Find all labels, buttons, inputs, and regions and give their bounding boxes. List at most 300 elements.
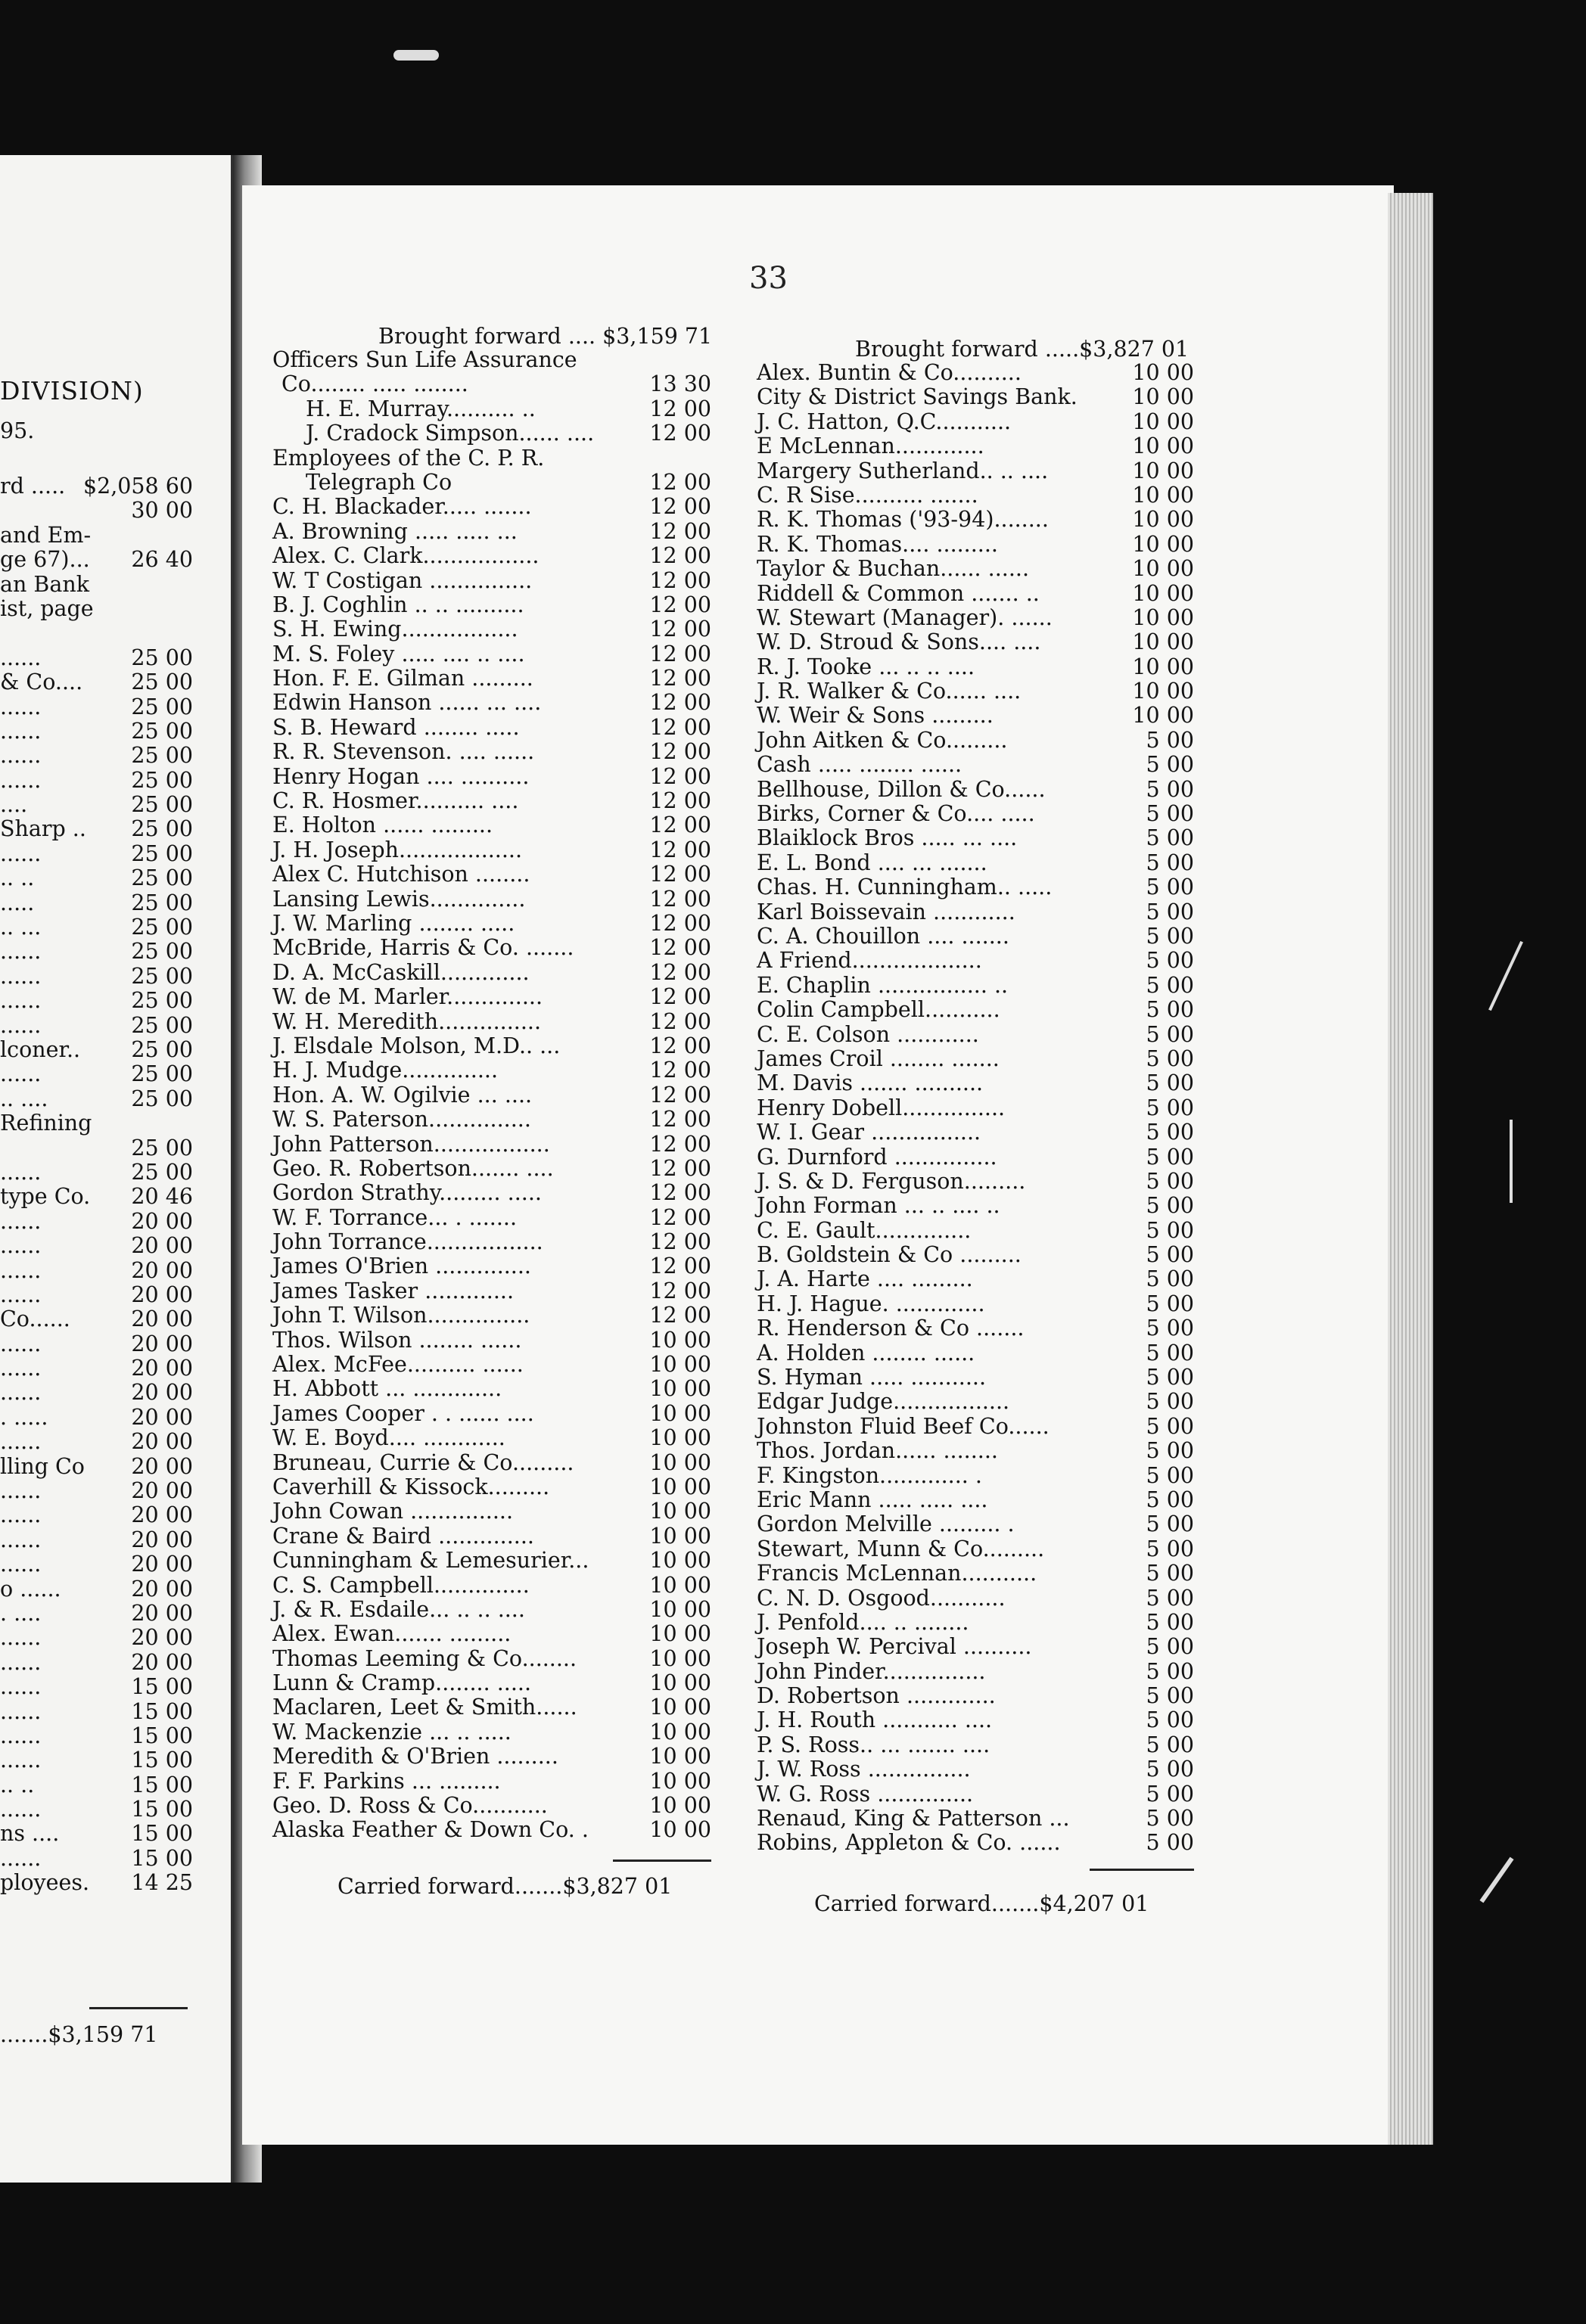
left-page-entry-amount: 20 00	[131, 1502, 193, 1528]
left-page-entry	[0, 573, 193, 597]
col1-entry-name: W. F. Torrance... . .......	[272, 1204, 518, 1230]
left-page-entry-name: ......	[0, 1845, 42, 1871]
col1-entry-amount: 12 00	[649, 518, 711, 544]
left-page-entry-name: ......	[0, 1159, 42, 1185]
col2-entry-amount: 5 00	[1146, 1462, 1194, 1488]
col2-entry-name: M. Davis ....... ..........	[757, 1070, 984, 1096]
col2-entry-amount: 5 00	[1146, 1658, 1194, 1684]
col2-entry-name: E. L. Bond .... ... .......	[757, 850, 987, 875]
col2-entry	[757, 630, 1194, 654]
col1-entry-name: John Cowan ...............	[272, 1499, 514, 1524]
col1-entry	[272, 1181, 711, 1205]
left-page-entry-amount: 25 00	[131, 743, 193, 769]
col2-entry	[757, 533, 1194, 557]
col1-entry	[272, 1745, 711, 1769]
left-page-entry-name: . ....	[0, 1600, 42, 1626]
col2-entry-name: Birks, Corner & Co.... .....	[757, 801, 1035, 827]
col1-entry-name: Co........ ..... ........	[281, 371, 468, 397]
left-page-entry-amount: 25 00	[131, 1061, 193, 1087]
col2-entry-amount: 5 00	[1146, 1045, 1194, 1071]
left-page-entry-name: Sharp ..	[0, 816, 86, 842]
col1-entry-name: C. S. Campbell..............	[272, 1572, 530, 1598]
col1-entry	[272, 1499, 711, 1524]
col1-entry-name: Alex. Ewan....... .........	[272, 1621, 512, 1647]
left-page-entry-amount: 25 00	[131, 645, 193, 670]
col2-entry	[757, 974, 1194, 998]
col2-entry-name: J. H. Routh ........... ....	[757, 1707, 993, 1733]
col1-entry	[272, 1108, 711, 1132]
left-page-entry-amount: 25 00	[131, 1086, 193, 1111]
left-page-entry-amount: 20 00	[131, 1380, 193, 1406]
col1-entry-name: Bruneau, Currie & Co.........	[272, 1449, 574, 1475]
left-page-entry	[0, 744, 193, 768]
col1-entry	[272, 372, 711, 396]
left-page-entry	[0, 769, 193, 793]
col2-entry-name: Eric Mann ..... ..... ....	[757, 1487, 988, 1512]
col1-entry	[272, 912, 711, 936]
col2-entry-name: J. R. Walker & Co...... ....	[757, 679, 1022, 704]
col1-brought-forward: Brought forward .... $3,159 71	[378, 324, 713, 349]
col1-entries	[272, 348, 711, 1843]
col2-entry-amount: 5 00	[1146, 1291, 1194, 1316]
col2-entry-amount: 5 00	[1146, 899, 1194, 924]
col1-entry	[272, 961, 711, 985]
col1-entry-amount: 12 00	[649, 1033, 711, 1058]
col1-entry-amount: 12 00	[649, 1278, 711, 1303]
left-page-entry-name: lconer..	[0, 1036, 81, 1062]
left-page-entry-amount: 20 00	[131, 1429, 193, 1455]
col2-entry	[757, 729, 1194, 753]
left-page-entry-name: ......	[0, 1012, 42, 1038]
col1-entry	[272, 642, 711, 666]
col2-entry	[757, 679, 1194, 704]
col1-entry-amount: 12 00	[649, 666, 711, 691]
col2-entry-name: Johnston Fluid Beef Co......	[757, 1413, 1050, 1439]
col1-entry-amount: 12 00	[649, 714, 711, 740]
col1-entry-amount: 12 00	[649, 494, 711, 520]
left-page-entry-name: ......	[0, 963, 42, 989]
left-page-entry-name: lling Co	[0, 1453, 85, 1479]
col2-entry-amount: 5 00	[1146, 752, 1194, 778]
col1-entry	[272, 666, 711, 691]
col1-entry-amount: 12 00	[649, 469, 711, 495]
col2-entry-amount: 10 00	[1132, 482, 1194, 508]
col2-entry-amount: 10 00	[1132, 580, 1194, 606]
col2-entry	[757, 924, 1194, 949]
col2-entry	[757, 1782, 1194, 1807]
left-page-entry-amount: 25 00	[131, 1159, 193, 1185]
left-page-entry	[0, 1014, 193, 1038]
page-number: 33	[749, 261, 788, 296]
left-page-entry-amount: 14 25	[131, 1870, 193, 1896]
scan-speck	[1510, 1120, 1513, 1203]
col2-brought-forward: Brought forward .....$3,827 01	[855, 337, 1190, 362]
col2-entry-amount: 10 00	[1132, 531, 1194, 557]
col1-entry-amount: 12 00	[649, 1229, 711, 1255]
col2-entry	[757, 1708, 1194, 1732]
left-page-entry-name: ......	[0, 1331, 42, 1356]
left-page-entry	[0, 1406, 193, 1430]
left-page-entry	[0, 474, 193, 499]
col2-entry-amount: 10 00	[1132, 604, 1194, 630]
left-page-entry-name: ......	[0, 1502, 42, 1528]
col2-entry-amount: 5 00	[1146, 1120, 1194, 1145]
col2-entry-amount: 10 00	[1132, 556, 1194, 582]
left-page-entry-name: an Bank	[0, 571, 89, 597]
left-page-entry-amount: 25 00	[131, 694, 193, 719]
col2-entry-amount: 5 00	[1146, 948, 1194, 974]
col1-entry-amount: 12 00	[649, 1082, 711, 1108]
col1-entry	[272, 1720, 711, 1745]
col2-entry-amount: 5 00	[1146, 1413, 1194, 1439]
col2-entry	[757, 1292, 1194, 1316]
col2-entry	[757, 1194, 1194, 1218]
col1-entry-name: James Tasker .............	[272, 1278, 514, 1303]
col2-entry-name: Bellhouse, Dillon & Co......	[757, 776, 1046, 802]
col1-entry-amount: 12 00	[649, 396, 711, 421]
left-page-entry-name: ......	[0, 1478, 42, 1504]
col1-entry-amount: 10 00	[649, 1645, 711, 1671]
col2-entry-name: C. R Sise.......... .......	[757, 482, 978, 508]
col2-entry-amount: 5 00	[1146, 1217, 1194, 1243]
scan-speck	[393, 50, 439, 61]
col2-entry	[757, 606, 1194, 630]
col1-entry-name: Lunn & Cramp........ .....	[272, 1670, 531, 1696]
col2-entry-name: John Pinder...............	[757, 1658, 986, 1684]
left-page-entry	[0, 866, 193, 890]
col1-entry-amount: 12 00	[649, 959, 711, 985]
left-page-entry-name: ......	[0, 694, 42, 719]
col2-entry	[757, 1807, 1194, 1831]
col2-entry-name: James Croil ........ .......	[757, 1045, 1000, 1071]
left-page-entry-amount: 15 00	[131, 1748, 193, 1773]
left-page-entry	[0, 1503, 193, 1527]
col2-entry-amount: 5 00	[1146, 1242, 1194, 1268]
col2-entry-name: S. Hyman ..... ...........	[757, 1365, 987, 1390]
left-page-entry-amount: 25 00	[131, 865, 193, 891]
col1-entry-amount: 12 00	[649, 421, 711, 446]
left-page-entry-amount: 25 00	[131, 718, 193, 744]
left-page-entry-amount: 25 00	[131, 915, 193, 940]
col2-entry	[757, 1145, 1194, 1170]
col2-entry-amount: 5 00	[1146, 1512, 1194, 1537]
left-page-entry-amount: $2,058 60	[82, 474, 193, 499]
left-page-entry	[0, 1675, 193, 1699]
col1-entry-amount: 12 00	[649, 1058, 711, 1083]
left-page-entry-name: ......	[0, 1797, 42, 1822]
col1-entry	[272, 1671, 711, 1695]
left-page-entry-amount: 25 00	[131, 670, 193, 695]
left-page-entry	[0, 1479, 193, 1503]
col2-entry	[757, 1023, 1194, 1047]
left-page-entry-amount: 25 00	[131, 1036, 193, 1062]
left-page-entry	[0, 499, 193, 523]
col2-entry-name: C. E. Gault..............	[757, 1217, 972, 1243]
col2-entry	[757, 1831, 1194, 1855]
left-page-entry-name: ......	[0, 1380, 42, 1406]
left-page-entry	[0, 1160, 193, 1185]
col1-entry	[272, 1818, 711, 1842]
left-page-entry-name: ......	[0, 1723, 42, 1748]
col2-entry-amount: 5 00	[1146, 1806, 1194, 1832]
col2-entry	[757, 1439, 1194, 1463]
col2-entry-amount: 5 00	[1146, 801, 1194, 827]
col2-entry	[757, 1488, 1194, 1512]
col2-entry	[757, 802, 1194, 826]
left-page-entry-amount: 20 00	[131, 1527, 193, 1552]
col2-entry-name: City & District Savings Bank.	[757, 384, 1078, 410]
col1-entry-name: M. S. Foley ..... .... .. ....	[272, 641, 525, 666]
left-page-entry	[0, 1455, 193, 1479]
col2-entry-name: Taylor & Buchan...... ......	[757, 556, 1030, 582]
col2-entry-name: E. Chaplin ................ ..	[757, 972, 1009, 998]
col2-entry	[757, 1684, 1194, 1708]
col1-entry-amount: 12 00	[649, 1008, 711, 1034]
col2-total-rule	[1090, 1869, 1194, 1871]
col1-entry-amount: 10 00	[649, 1474, 711, 1499]
col1-entry-name: Meredith & O'Brien .........	[272, 1744, 558, 1769]
left-page-entry	[0, 915, 193, 940]
left-page-entry-name: and Em-	[0, 522, 92, 548]
col2-entry-name: A Friend...................	[757, 948, 982, 974]
col2-entry-name: W. I. Gear ................	[757, 1120, 981, 1145]
col1-entry	[272, 471, 711, 495]
col1-entry-name: J. Elsdale Molson, M.D.. ...	[272, 1033, 561, 1058]
col2-entry-name: B. Goldstein & Co .........	[757, 1242, 1022, 1268]
left-page-entry-name: ist, page	[0, 595, 94, 621]
left-page-entry	[0, 1822, 193, 1846]
col2-entry-name: Stewart, Munn & Co.........	[757, 1536, 1045, 1561]
left-page-entry-name: ....	[0, 792, 28, 818]
left-page-entry-amount: 20 00	[131, 1404, 193, 1430]
col2-entry	[757, 557, 1194, 581]
left-page-entries	[0, 474, 193, 1896]
left-page-entry	[0, 817, 193, 841]
col1-entry-amount: 12 00	[649, 1107, 711, 1132]
col1-entry	[272, 495, 711, 519]
col2-entry-amount: 5 00	[1146, 1609, 1194, 1635]
left-page-entry	[0, 1087, 193, 1111]
left-page-entry-name: ......	[0, 1061, 42, 1087]
left-page-entry-amount: 25 00	[131, 816, 193, 842]
col2-entry	[757, 1170, 1194, 1194]
col1-entry-amount: 12 00	[649, 812, 711, 838]
left-page-entry-name: ......	[0, 939, 42, 965]
col1-entry	[272, 397, 711, 421]
left-page-entry-name: ......	[0, 1748, 42, 1773]
col2-entry-amount: 10 00	[1132, 703, 1194, 729]
col1-entry-name: W. S. Paterson...............	[272, 1107, 531, 1132]
col1-entry-name: C. H. Blackader..... .......	[272, 494, 532, 520]
col1-entry-name: Officers Sun Life Assurance	[272, 347, 577, 372]
col2-entry	[757, 434, 1194, 458]
col1-entry-name: Alex C. Hutchison ........	[272, 862, 530, 887]
col2-entry-name: C. E. Colson ............	[757, 1021, 979, 1047]
col1-entry-name: R. R. Stevenson. .... ......	[272, 739, 535, 765]
col1-entry-amount: 12 00	[649, 543, 711, 569]
col1-entry-amount: 10 00	[649, 1499, 711, 1524]
left-page-entry-amount: 25 00	[131, 767, 193, 793]
left-page-entry	[0, 1185, 193, 1209]
col1-entry	[272, 862, 711, 887]
left-page-entry-amount: 20 00	[131, 1576, 193, 1602]
page-edges	[1388, 193, 1433, 2145]
col2-entry-name: John Forman ... .. .... ..	[757, 1193, 1000, 1219]
left-page-entry	[0, 1602, 193, 1626]
col2-entry-amount: 5 00	[1146, 776, 1194, 802]
left-page-entry-amount: 20 00	[131, 1257, 193, 1283]
col1-entry	[272, 1647, 711, 1671]
left-page-entry-amount: 15 00	[131, 1698, 193, 1724]
col1-entry-name: James O'Brien ..............	[272, 1254, 531, 1279]
left-page-entry	[0, 670, 193, 694]
division-heading: DIVISION)	[0, 376, 144, 405]
col1-entry-amount: 10 00	[649, 1768, 711, 1794]
col1-entry-name: B. J. Coghlin .. .. ..........	[272, 592, 524, 617]
col2-entry-amount: 5 00	[1146, 1757, 1194, 1782]
col1-entry-name: Thomas Leeming & Co........	[272, 1645, 577, 1671]
col1-entry	[272, 985, 711, 1009]
col1-entry-name: W. H. Meredith...............	[272, 1008, 541, 1034]
col1-entry-amount: 12 00	[649, 1204, 711, 1230]
col1-entry	[272, 1058, 711, 1083]
col1-entry-amount: 12 00	[649, 862, 711, 887]
left-page-entry	[0, 1136, 193, 1160]
col1-entry	[272, 520, 711, 544]
col1-total-rule	[613, 1860, 711, 1862]
left-page-entry-name: ns ....	[0, 1821, 60, 1847]
col2-entry-name: John Aitken & Co.........	[757, 727, 1008, 753]
col1-entry-name: Alex. McFee.......... ......	[272, 1352, 524, 1378]
left-page-entry-name: ......	[0, 1208, 42, 1234]
left-page-entry-amount: 15 00	[131, 1674, 193, 1700]
left-page-entry-amount: 20 00	[131, 1282, 193, 1307]
col2-entry-amount: 5 00	[1146, 1144, 1194, 1170]
col2-entry-amount: 5 00	[1146, 850, 1194, 875]
col1-entry	[272, 1475, 711, 1499]
main-page	[242, 185, 1394, 2145]
left-page-entry	[0, 1234, 193, 1258]
col2-entry	[757, 483, 1194, 508]
left-page-entry	[0, 646, 193, 670]
col2-entry	[757, 1366, 1194, 1390]
left-page-entry-name: type Co.	[0, 1184, 91, 1210]
col2-entry-amount: 5 00	[1146, 1070, 1194, 1096]
left-page-entry-name: ......	[0, 1282, 42, 1307]
col1-entry-name: Alex. C. Clark.................	[272, 543, 540, 569]
col2-entry	[757, 410, 1194, 434]
col2-entry-amount: 5 00	[1146, 1095, 1194, 1120]
col2-entry-amount: 5 00	[1146, 875, 1194, 900]
col1-entry-amount: 12 00	[649, 592, 711, 617]
left-page-entry-name: ......	[0, 645, 42, 670]
left-page-entry-name: ......	[0, 1527, 42, 1552]
left-page-entry-name: & Co....	[0, 670, 83, 695]
left-page-entry	[0, 1111, 193, 1136]
col2-entry	[757, 655, 1194, 679]
col1-entry-name: A. Browning ..... ..... ...	[272, 518, 518, 544]
col2-entry	[757, 1047, 1194, 1071]
left-page-entry	[0, 597, 193, 621]
col2-entry-name: F. Kingston............. .	[757, 1462, 982, 1488]
col2-entry-amount: 5 00	[1146, 1021, 1194, 1047]
col1-entry	[272, 1206, 711, 1230]
col2-entry	[757, 1537, 1194, 1561]
col2-entry	[757, 1096, 1194, 1120]
left-page-entry	[0, 1700, 193, 1724]
col2-entry-name: W. G. Ross ..............	[757, 1781, 974, 1807]
left-page-entry-name: ......	[0, 1649, 42, 1675]
year-fragment: 95.	[0, 418, 35, 443]
col2-entry	[757, 1757, 1194, 1782]
col1-entry-name: Hon. A. W. Ogilvie ... ....	[272, 1082, 533, 1108]
col2-entry	[757, 851, 1194, 875]
col2-entry-name: D. Robertson .............	[757, 1683, 996, 1709]
col1-entry-amount: 10 00	[649, 1548, 711, 1574]
left-page-entry	[0, 621, 193, 645]
col1-entry-amount: 12 00	[649, 910, 711, 936]
col1-entry	[272, 1083, 711, 1108]
col2-entry	[757, 1415, 1194, 1439]
col1-entry-amount: 12 00	[649, 567, 711, 593]
left-page-entry	[0, 1307, 193, 1331]
left-page-entry	[0, 1748, 193, 1773]
col1-entry	[272, 569, 711, 593]
col2-entry-amount: 10 00	[1132, 629, 1194, 655]
left-total-rule	[89, 2007, 188, 2009]
col2-entry-amount: 5 00	[1146, 727, 1194, 753]
col1-entry-amount: 12 00	[649, 1254, 711, 1279]
left-page-entry	[0, 1283, 193, 1307]
left-page-entry-name: .. ....	[0, 1086, 48, 1111]
col1-entry-name: John Patterson.................	[272, 1131, 550, 1157]
col2-entry-amount: 10 00	[1132, 654, 1194, 679]
left-page-entry	[0, 548, 193, 572]
left-carried-total: .......$3,159 71	[0, 2022, 158, 2047]
left-page-entry-name: .. ..	[0, 1772, 35, 1797]
col2-entry-name: Francis McLennan...........	[757, 1561, 1037, 1586]
col1-entry-amount: 12 00	[649, 1155, 711, 1181]
col1-entry-amount: 12 00	[649, 788, 711, 814]
left-page-entry-amount: 20 00	[131, 1306, 193, 1332]
left-page-entry	[0, 524, 193, 548]
left-page-entry-amount: 20 00	[131, 1356, 193, 1381]
col1-entry	[272, 887, 711, 912]
left-page-entry-name: ployees.	[0, 1870, 90, 1896]
col1-entry-name: Geo. D. Ross & Co...........	[272, 1793, 548, 1819]
left-page-entry-name: ......	[0, 840, 42, 866]
col1-entry	[272, 1794, 711, 1818]
col2-entry-amount: 5 00	[1146, 923, 1194, 949]
left-page-entry	[0, 1626, 193, 1650]
left-page-entry-name: ......	[0, 1429, 42, 1455]
col1-entry-name: J. W. Marling ........ .....	[272, 910, 515, 936]
col2-entry-name: Robins, Appleton & Co. ......	[757, 1830, 1061, 1856]
col2-entry-name: Blaiklock Bros ..... ... ....	[757, 825, 1018, 851]
col2-entry-name: C. A. Chouillon .... .......	[757, 923, 1009, 949]
col1-entry	[272, 348, 711, 372]
col1-entry-amount: 12 00	[649, 837, 711, 862]
col1-entry-name: Employees of the C. P. R.	[272, 445, 545, 471]
col1-entry	[272, 544, 711, 568]
col2-entry	[757, 875, 1194, 899]
col2-entry-amount: 5 00	[1146, 1732, 1194, 1757]
col1-entry-name: Henry Hogan .... ..........	[272, 763, 530, 789]
col1-entry	[272, 1549, 711, 1573]
col1-entry-amount: 10 00	[649, 1621, 711, 1647]
col1-entry-amount: 12 00	[649, 690, 711, 716]
col1-entry-amount: 10 00	[649, 1327, 711, 1353]
